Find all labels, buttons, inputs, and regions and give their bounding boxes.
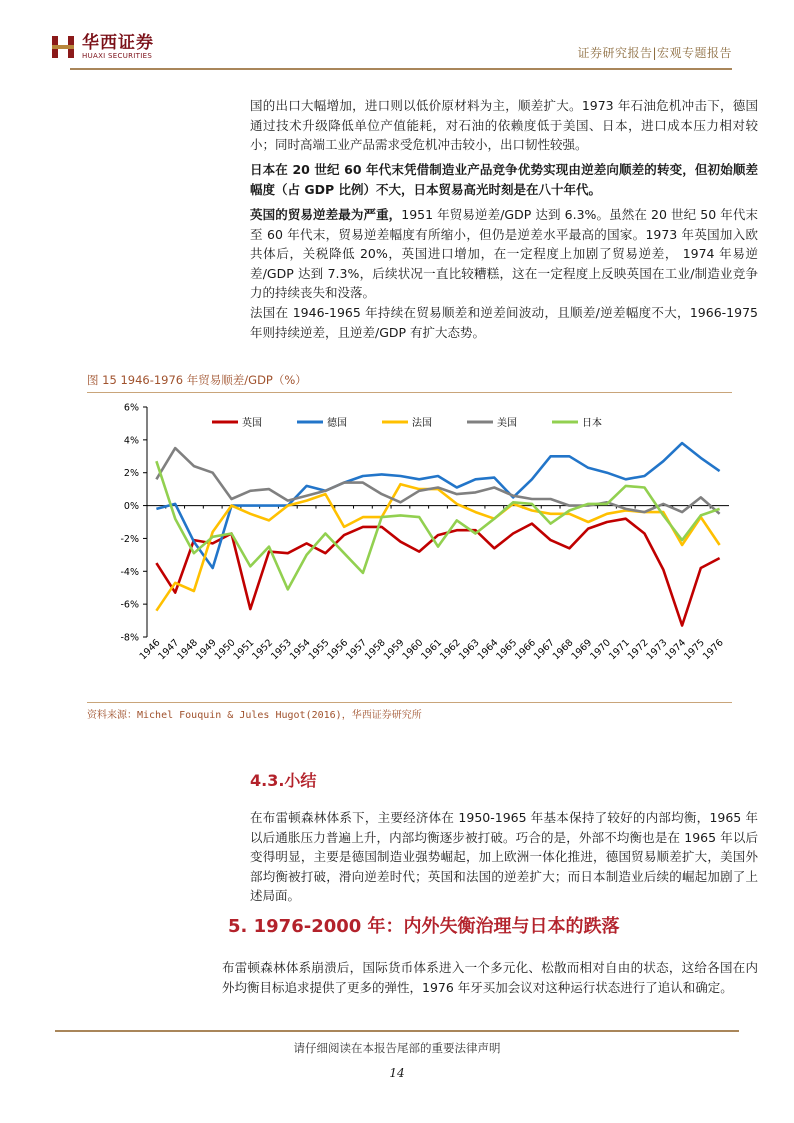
x-tick-label: 1962	[438, 637, 463, 663]
x-tick-label: 1972	[625, 637, 651, 663]
page-number: 14	[389, 1066, 405, 1080]
x-tick-label: 1975	[682, 637, 707, 663]
x-tick-label: 1958	[362, 637, 388, 663]
x-tick-label: 1957	[344, 637, 370, 663]
x-tick-label: 1955	[306, 637, 332, 663]
x-tick-label: 1947	[156, 637, 182, 663]
chapter-5-title: 5. 1976-2000 年：内外失衡治理与日本的跌落	[228, 916, 620, 937]
x-tick-label: 1965	[494, 637, 520, 663]
figure-source: 资料来源：Michel Fouquin & Jules Hugot(2016)，华西证券研究所	[87, 710, 422, 721]
paragraph-summary: 在布雷顿森林体系下，主要经济体在 1950-1965 年基本保持了较好的内部均衡，1965 年以后通胀压力普遍上升，内部均衡逐步被打破。巧合的是，外部不均衡也是在 1965 年以后变得明显，主要是德国制造业强势崛起，加上欧洲一体化推进，德国贸易顺差扩大，美国外部均衡被打破，滑向逆差时代；英国和法国的逆差扩大；而日本制造业后续的崛起加剧了上述局面。	[250, 810, 758, 903]
x-tick-label: 1949	[193, 637, 219, 663]
y-tick-label: -8%	[120, 632, 139, 644]
legend-label: 英国	[242, 418, 262, 429]
series-line-0	[156, 519, 719, 626]
y-tick-label: 6%	[123, 402, 139, 414]
logo-mark-icon	[50, 34, 76, 60]
paragraph-uk-lead: 英国的贸易逆差最为严重，	[250, 207, 402, 222]
legend-label: 美国	[497, 418, 517, 429]
paragraph-france: 法国在 1946-1965 年持续在贸易顺差和逆差间波动，且顺差/逆差幅度不大，1966-1975 年则持续逆差，且逆差/GDP 有扩大态势。	[250, 305, 758, 340]
legend-label: 法国	[412, 418, 432, 429]
legend-label: 德国	[327, 418, 347, 429]
x-tick-label: 1969	[569, 637, 595, 663]
legend-label: 日本	[582, 418, 602, 429]
x-tick-label: 1952	[250, 637, 276, 663]
x-tick-label: 1971	[606, 637, 632, 663]
figure-title: 图 15 1946-1976 年贸易顺差/GDP（%）	[87, 373, 307, 387]
x-tick-label: 1966	[513, 637, 538, 663]
y-tick-label: 0%	[123, 501, 139, 513]
y-tick-label: -6%	[120, 599, 139, 611]
x-tick-label: 1956	[325, 637, 351, 663]
legal-notice: 请仔细阅读在本报告尾部的重要法律声明	[293, 1041, 501, 1055]
x-tick-label: 1964	[475, 637, 501, 663]
x-tick-label: 1968	[550, 637, 576, 663]
figure-bottom-rule	[87, 702, 732, 703]
trade-balance-line-chart	[87, 395, 737, 700]
y-tick-label: 4%	[123, 435, 139, 447]
x-tick-label: 1948	[175, 637, 201, 663]
x-tick-label: 1946	[137, 637, 163, 663]
paragraph-uk-body: 1951 年贸易逆差/GDP 达到 6.3%。虽然在 20 世纪 50 年代末至 60 年代末，贸易逆差幅度有所缩小，但仍是逆差水平最高的国家。1973 年英国加入欧共体后，关税降低 20%，英国进口增加，在一定程度上加剧了贸易逆差， 1974 年易逆差/GDP 达到 7.3%，后续状况一直比较糟糕，这在一定程度上反映英国在工业/制造业竞争力的持续丧失和没落。	[250, 207, 758, 300]
chart-legend	[212, 416, 602, 429]
x-tick-label: 1959	[381, 637, 407, 663]
x-tick-label: 1950	[212, 637, 238, 663]
paragraph-germany: 国的出口大幅增加，进口则以低价原材料为主，顺差扩大。1973 年石油危机冲击下，德国通过技术升级降低单位产值能耗，对石油的依赖度低于美国、日本，进口成本压力相对较小；同时高端工业产品需求受危机冲击较小，出口韧性较强。	[250, 98, 758, 152]
paragraph-uk	[250, 205, 758, 303]
figure-top-rule	[87, 392, 732, 393]
x-tick-label: 1960	[400, 637, 426, 663]
logo-text-cn: 华西证券	[82, 33, 154, 53]
x-tick-label: 1973	[644, 637, 670, 663]
logo-text-en: HUAXI SECURITIES	[82, 52, 153, 60]
chart-series	[156, 443, 719, 625]
y-tick-label: 2%	[123, 468, 139, 480]
y-tick-label: -2%	[120, 533, 139, 545]
x-tick-label: 1953	[269, 637, 294, 663]
y-tick-label: -4%	[120, 566, 139, 578]
paragraph-japan: 日本在 20 世纪 60 年代末凭借制造业产品竞争优势实现由逆差向顺差的转变，但初始顺差幅度（占 GDP 比例）不大，日本贸易高光时刻是在八十年代。	[250, 162, 758, 197]
section-4-3-title: 4.3.小结	[250, 771, 317, 790]
x-tick-label: 1970	[588, 637, 614, 663]
x-tick-label: 1976	[700, 637, 726, 663]
header-divider	[70, 68, 732, 70]
x-tick-label: 1974	[663, 637, 689, 663]
x-tick-label: 1951	[231, 637, 257, 663]
company-logo	[50, 34, 154, 60]
x-tick-label: 1967	[531, 637, 557, 663]
series-line-3	[156, 448, 719, 514]
x-tick-label: 1961	[419, 637, 445, 663]
x-tick-label: 1963	[456, 637, 482, 663]
footer-divider	[55, 1030, 739, 1032]
paragraph-post-bretton-woods: 布雷顿森林体系崩溃后，国际货币体系进入一个多元化、松散而相对自由的状态，这给各国在内外均衡目标追求提供了更多的弹性，1976 年牙买加会议对这种运行状态进行了追认和确定。	[222, 960, 758, 995]
report-type-label: 证券研究报告|宏观专题报告	[577, 46, 732, 60]
x-tick-label: 1954	[287, 637, 313, 663]
